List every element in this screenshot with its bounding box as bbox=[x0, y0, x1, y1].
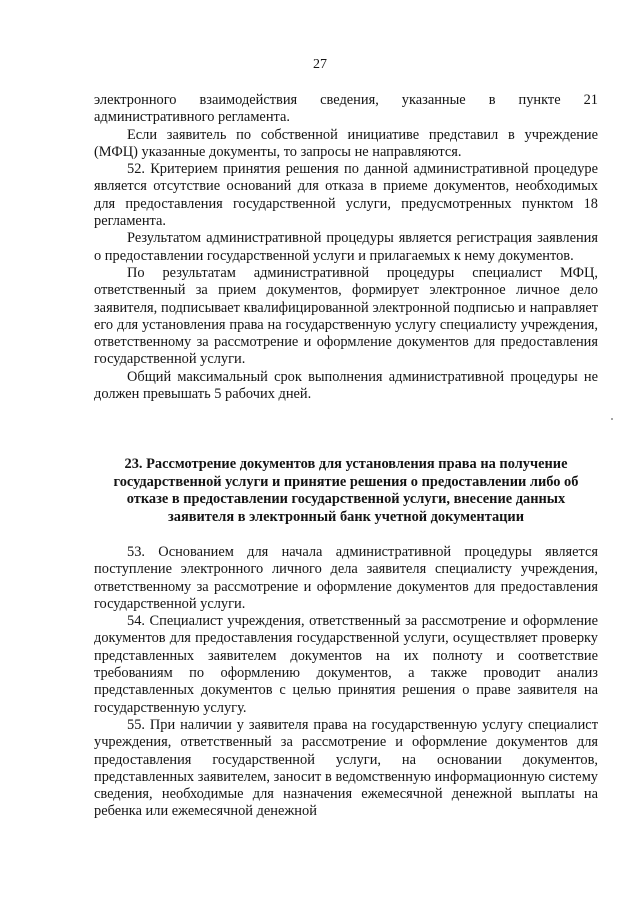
text-block-top bbox=[94, 92, 598, 403]
page-number: 27 bbox=[313, 57, 327, 72]
paragraph: Результатом административной процедуры является регистрация заявления о предоставлении государственной услуги и прилагаемых к нему документов. bbox=[94, 230, 598, 264]
paragraph: 53. Основанием для начала административной процедуры является поступление электронного личного дела заявителя специалисту учреждения, ответственному за рассмотрение и оформление документов для предоставления государственной услуги. bbox=[94, 544, 598, 612]
paragraph: 54. Специалист учреждения, ответственный за рассмотрение и оформление документов для предоставления государственной услуги, осуществляет проверку представленных заявителем документов на их полноту и соответствие требованиям по оформлению документов, а также проводит анализ представленных документов с целью принятия решения о праве заявителя на государственную услугу. bbox=[94, 613, 598, 716]
paragraph: По результатам административной процедуры специалист МФЦ, ответственный за прием документов, формирует электронное личное дело заявителя, подписывает квалифицированной электронной подписью и направляет его для установления права на государственную услугу специалисту учреждения, ответственному за рассмотрение и оформление документов для предоставления государственной услуги. bbox=[94, 264, 598, 368]
speck-mark bbox=[611, 418, 613, 420]
paragraph: 52. Критерием принятия решения по данной административной процедуре является отсутствие оснований для отказа в приеме документов, необходимых для предоставления государственной услуги, предусмотренных пунктом 18 регламента. bbox=[94, 161, 598, 230]
section-heading: 23. Рассмотрение документов для установления права на получение государственной услуги и принятие решения о предоставлении либо об отказе в предоставлении государственной услуги, внесение данных заявителя в электронный банк учетной документации bbox=[113, 456, 579, 525]
paragraph: Если заявитель по собственной инициативе представил в учреждение (МФЦ) указанные документы, то запросы не направляются. bbox=[94, 126, 598, 160]
text-block-bottom bbox=[94, 544, 598, 821]
paragraph: электронного взаимодействия сведения, указанные в пункте 21 административного регламента. bbox=[94, 92, 598, 126]
paragraph: 55. При наличии у заявителя права на государственную услугу специалист учреждения, ответственный за рассмотрение и оформление документов для предоставления государственной услуги, на основании документов, представленных заявителем, заносит в ведомственную информационную систему сведения, необходимые для назначения ежемесячной денежной выплаты на ребенка или ежемесячной денежной bbox=[94, 716, 598, 820]
paragraph: Общий максимальный срок выполнения административной процедуры не должен превышать 5 рабочих дней. bbox=[94, 368, 598, 403]
